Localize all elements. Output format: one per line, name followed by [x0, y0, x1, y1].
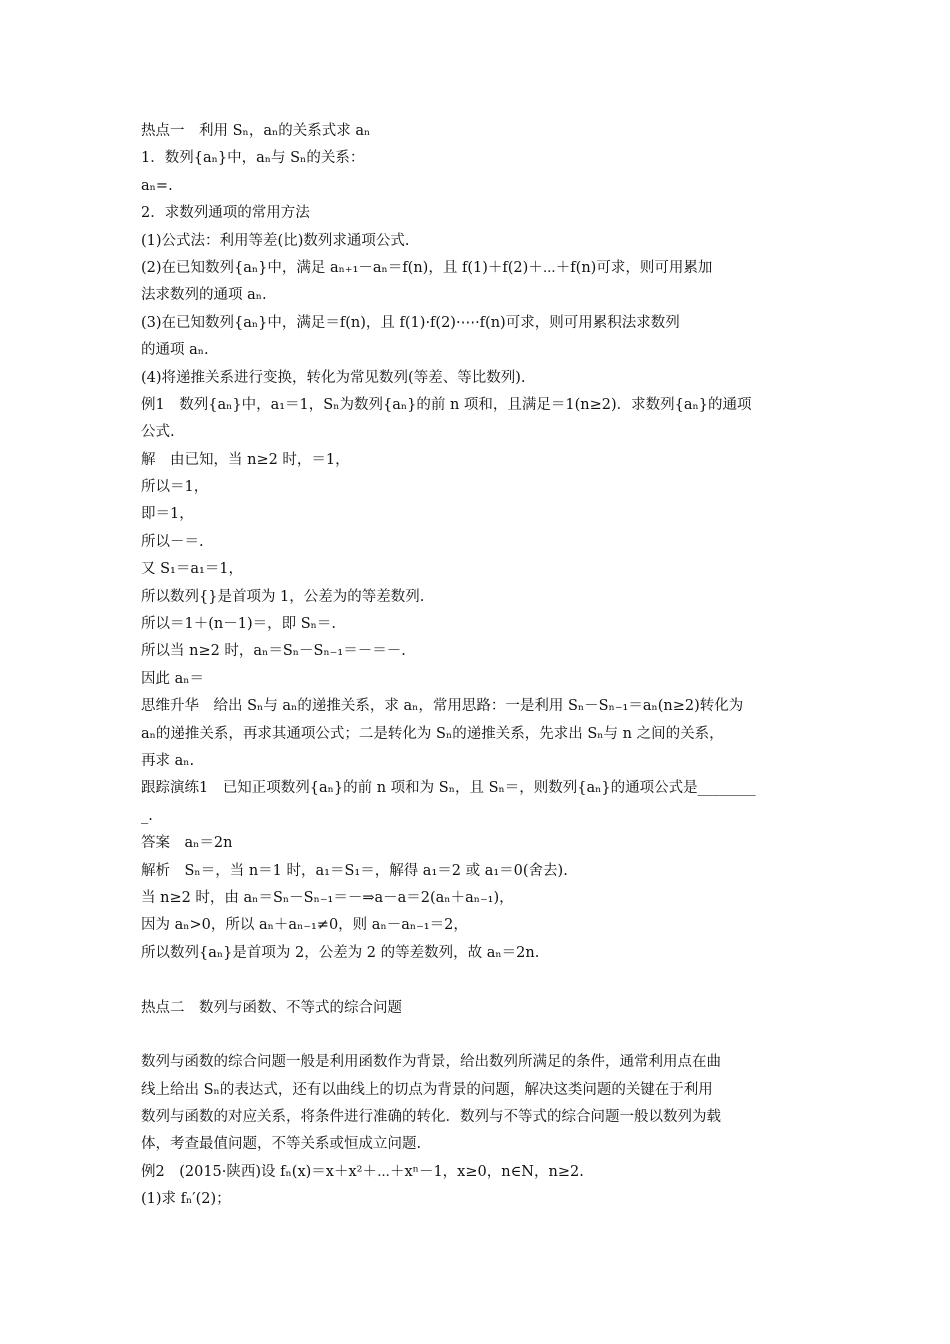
analysis-line: 因为 aₙ>0，所以 aₙ＋aₙ₋₁≠0，则 aₙ－aₙ₋₁＝2， — [141, 917, 468, 934]
summary-line: 再求 aₙ. — [141, 752, 195, 769]
text-line: 1．数列{aₙ}中，aₙ与 Sₙ的关系： — [141, 150, 365, 167]
spacer — [141, 967, 817, 994]
text-line: aₙ=. — [141, 177, 173, 194]
analysis-line: 解析 Sₙ＝，当 n＝1 时，a₁＝S₁＝，解得 a₁＝2 或 a₁＝0(舍去). — [141, 862, 568, 879]
solution-line: 因此 aₙ＝ — [141, 670, 205, 687]
solution-line: 解 由已知，当 n≥2 时，＝1， — [141, 451, 350, 468]
solution-line: 又 S₁＝a₁＝1， — [141, 561, 244, 578]
document-page — [141, 118, 817, 1214]
example2-line: 例2 (2015·陕西)设 fₙ(x)＝x＋x²＋⋯＋xⁿ－1，x≥0，n∈N，n≥2. — [141, 1163, 584, 1180]
answer-line: 答案 aₙ＝2n — [141, 835, 233, 852]
text-line: 的通项 aₙ. — [141, 342, 209, 359]
section2-heading: 热点二 数列与函数、不等式的综合问题 — [141, 999, 402, 1016]
summary-line: 思维升华 给出 Sₙ与 aₙ的递推关系，求 aₙ，常用思路：一是利用 Sₙ－Sₙ₋₁＝aₙ(n≥2)转化为 — [141, 698, 744, 715]
summary-line: aₙ的递推关系，再求其通项公式；二是转化为 Sₙ的递推关系，先求出 Sₙ与 n 之间的关系， — [141, 725, 724, 742]
intro-line: 体，考查最值问题，不等关系或恒成立问题. — [141, 1136, 422, 1153]
exercise-line: _. — [141, 807, 153, 824]
exercise-line: 跟踪演练1 已知正项数列{aₙ}的前 n 项和为 Sₙ，且 Sₙ＝，则数列{aₙ}的通项公式是________ — [141, 780, 756, 797]
solution-line: 即＝1， — [141, 506, 194, 523]
text-line: (2)在已知数列{aₙ}中，满足 aₙ₊₁－aₙ＝f(n)，且 f(1)＋f(2)＋⋯＋f(n)可求，则可用累加 — [141, 259, 713, 276]
intro-line: 数列与函数的对应关系，将条件进行准确的转化．数列与不等式的综合问题一般以数列为载 — [141, 1109, 721, 1126]
solution-line: 所以＝1， — [141, 479, 209, 496]
example2-part1: (1)求 fₙ′(2)； — [141, 1191, 231, 1208]
analysis-line: 当 n≥2 时，由 aₙ＝Sₙ－Sₙ₋₁＝－⇒a－a＝2(aₙ＋aₙ₋₁)， — [141, 889, 514, 906]
spacer — [141, 1022, 817, 1049]
example1-line: 公式. — [141, 424, 175, 441]
section1-heading: 热点一 利用 Sₙ，aₙ的关系式求 aₙ — [141, 123, 371, 139]
example1-line: 例1 数列{aₙ}中，a₁＝1，Sₙ为数列{aₙ}的前 n 项和，且满足＝1(n≥2)．求数列{aₙ}的通项 — [141, 396, 752, 413]
solution-line: 所以数列{}是首项为 1，公差为的等差数列. — [141, 588, 425, 605]
intro-line: 数列与函数的综合问题一般是利用函数作为背景，给出数列所满足的条件，通常利用点在曲 — [141, 1054, 721, 1071]
solution-line: 所以－＝. — [141, 533, 204, 550]
text-line: (1)公式法：利用等差(比)数列求通项公式. — [141, 232, 410, 249]
text-line: (3)在已知数列{aₙ}中，满足＝f(n)，且 f(1)·f(2)·⋯·f(n)可求，则可用累积法求数列 — [141, 314, 680, 331]
text-line: 2．求数列通项的常用方法 — [141, 205, 310, 222]
text-line: 法求数列的通项 aₙ. — [141, 287, 267, 304]
solution-line: 所以当 n≥2 时，aₙ＝Sₙ－Sₙ₋₁＝－＝－. — [141, 643, 406, 660]
intro-line: 线上给出 Sₙ的表达式，还有以曲线上的切点为背景的问题，解决这类问题的关键在于利用 — [141, 1081, 713, 1098]
solution-line: 所以＝1＋(n－1)＝，即 Sₙ＝. — [141, 616, 337, 633]
analysis-line: 所以数列{aₙ}是首项为 2，公差为 2 的等差数列，故 aₙ＝2n. — [141, 944, 540, 961]
text-line: (4)将递推关系进行变换，转化为常见数列(等差、等比数列). — [141, 369, 526, 386]
